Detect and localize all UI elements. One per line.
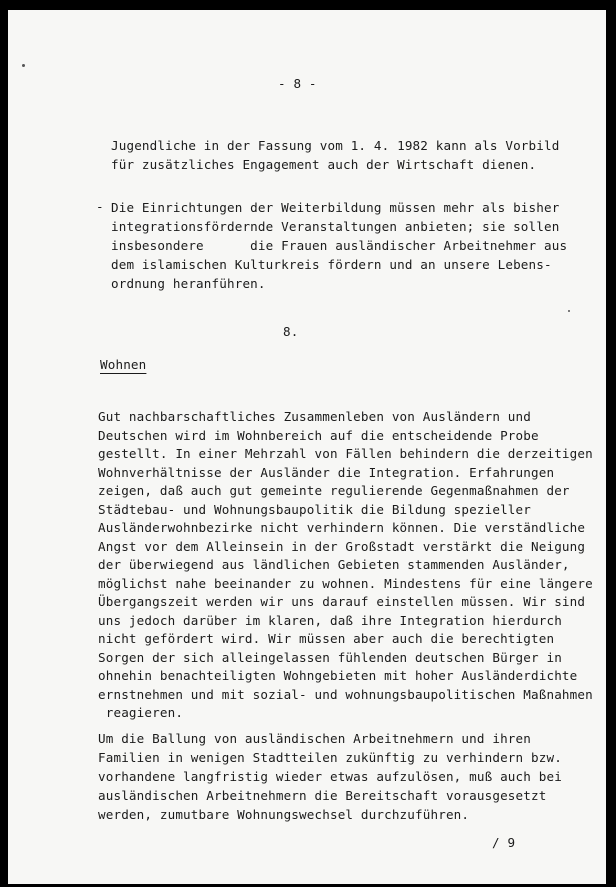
scan-speck [568,310,570,312]
text-line: ausländischen Arbeitnehmern die Bereitschaft vorausgesetzt [98,788,547,803]
text-line: werden, zumutbare Wohnungswechsel durchzuführen. [98,807,470,822]
text-line: reagieren. [98,705,184,720]
text-line: gestellt. In einer Mehrzahl von Fällen behindern die derzeitigen [98,446,593,461]
text-line: dem islamischen Kulturkreis fördern und an unsere Lebens- [111,257,552,272]
bullet-item [96,199,568,291]
continuation-paragraph [111,137,560,197]
text-line: insbesondere die Frauen ausländischer Arbeitnehmer aus [111,238,568,253]
text-line: Angst vor dem Alleinsein in der Großstadt verstärkt die Neigung [98,538,586,554]
text-line: für zusätzliches Engagement auch der Wirtschaft dienen. [111,157,537,172]
text-line: Übergangszeit werden wir uns darauf einstellen müssen. Wir sind [98,594,586,609]
page-number: - 8 - [278,76,317,91]
text-line: zeigen, daß auch gut gemeinte regulierende Gegenmaßnahmen der [98,483,570,498]
scan-border [606,0,616,887]
text-line: Familien in wenigen Stadtteilen zukünftig zu verhindern bzw. [98,750,562,765]
paragraph-wohnen-1 [98,408,593,720]
text-line: ordnung heranführen. [111,276,266,291]
bullet-marker: - [96,199,104,214]
text-line: ernstnehmen und mit sozial- und wohnungsbaupolitischen Maßnahmen [98,686,593,702]
scan-speck [22,64,25,67]
text-line: Deutschen wird im Wohnbereich auf die entscheidende Probe [98,427,539,443]
text-line: Städtebau- und Wohnungsbaupolitik die Bildung spezieller [98,501,531,517]
text-line: nicht gefördert wird. Wir müssen aber auch die berechtigten [98,631,555,646]
text-line: ohnehin benachteiligten Wohngebieten mit hoher Ausländerdichte [98,668,578,683]
text-line: Wohnverhältnisse der Ausländer die Integration. Erfahrungen [98,464,555,480]
next-page-reference: / 9 [492,835,516,850]
section-heading: Wohnen [100,357,147,372]
section-number: 8. [283,324,299,339]
text-line: Die Einrichtungen der Weiterbildung müssen mehr als bisher [111,200,560,215]
paragraph-wohnen-2 [98,730,562,835]
text-line: Gut nachbarschaftliches Zusammenleben von Ausländern und [98,409,531,424]
document-page [8,10,606,884]
bullet-text [111,199,568,304]
text-line: möglichst nahe beeinander zu wohnen. Mindestens für eine längere [98,575,593,591]
text-line: Um die Ballung von ausländischen Arbeitnehmern und ihren [98,731,531,746]
text-line: vorhandene langfristig wieder etwas aufzulösen, muß auch bei [98,769,562,784]
text-line: Ausländerwohnbezirke nicht verhindern können. Die verständliche [98,520,586,535]
text-line: uns jedoch darüber im klaren, daß ihre Integration hierdurch [98,612,562,628]
text-line: der überwiegend aus ländlichen Gebieten stammenden Ausländer, [98,557,570,572]
text-line: integrationsfördernde Veranstaltungen anbieten; sie sollen [111,219,560,234]
text-line: Jugendliche in der Fassung vom 1. 4. 1982 kann als Vorbild [111,138,560,153]
text-line: Sorgen der sich alleingelassen fühlenden deutschen Bürger in [98,649,562,665]
